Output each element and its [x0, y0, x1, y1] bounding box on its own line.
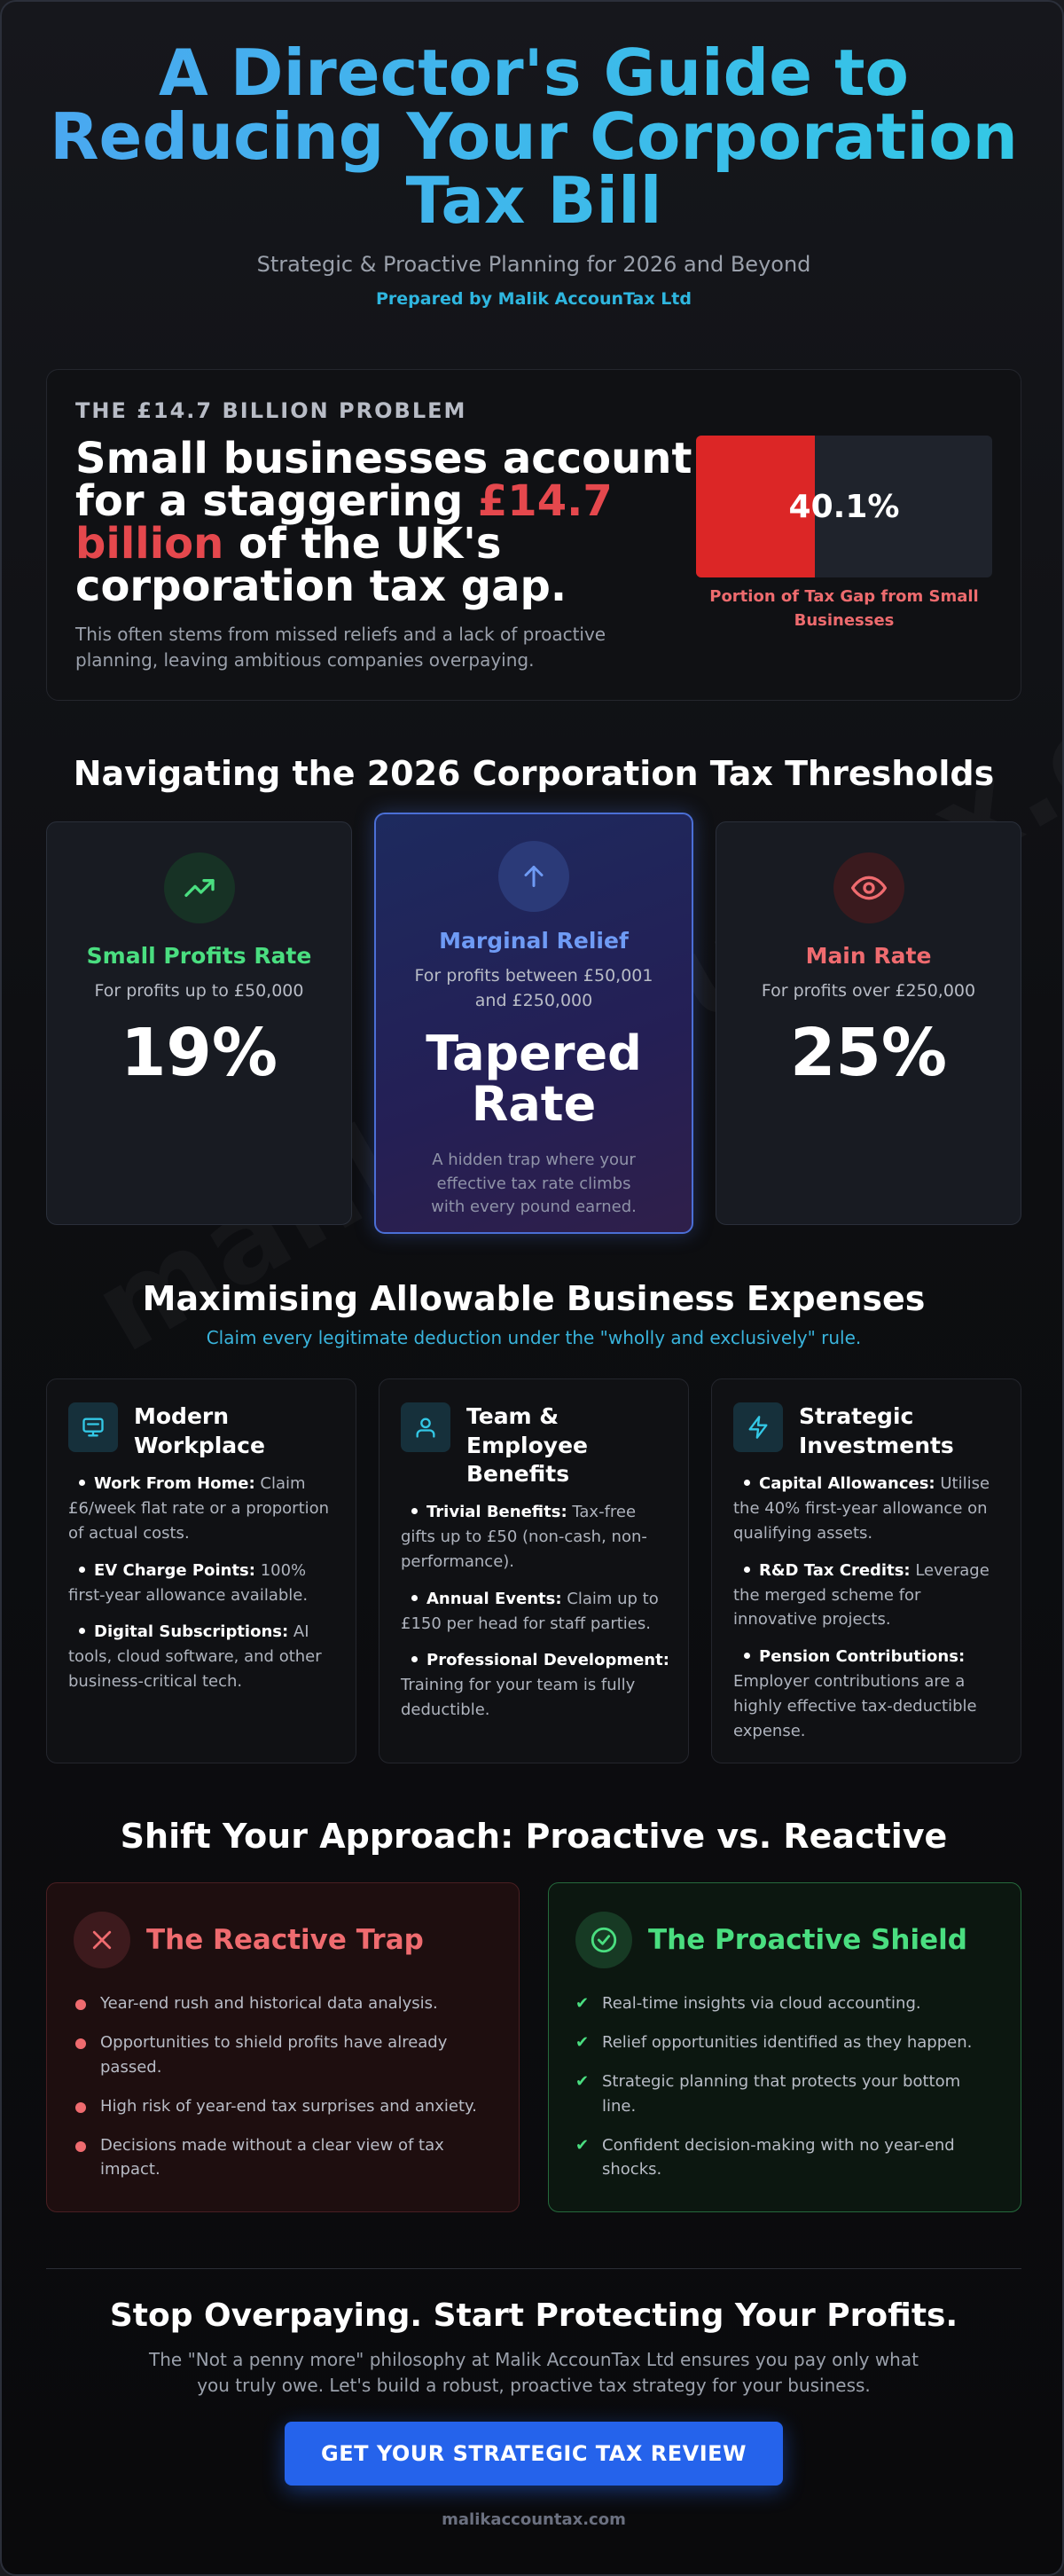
- rate-card-marginal-relief: [374, 813, 693, 1234]
- list-item: ✔ Relief opportunities identified as they happen.: [575, 2032, 973, 2052]
- list-item: Digital Subscriptions: AI tools, cloud software, and other business-critical tech.: [68, 1622, 322, 1692]
- reactive-trap-card: [46, 1882, 520, 2212]
- cta-description: The "Not a penny more" philosophy at Malik AccounTax Ltd ensures you pay only what you truly owe. Let's build a robust, proactive tax strategy for your business.: [149, 2349, 919, 2396]
- expense-card-title: Strategic Investments: [799, 1403, 954, 1458]
- proactive-list: [575, 1991, 992, 2196]
- list-item: Year-end rush and historical data analysis.: [74, 1991, 490, 2016]
- list-item: High risk of year-end tax surprises and anxiety.: [74, 2094, 490, 2119]
- headline-text-2: of the UK's corporation tax gap.: [75, 519, 567, 611]
- rate-value: Tapered Rate: [426, 1025, 642, 1132]
- rate-card-main-rate: [716, 821, 1021, 1225]
- approach-title: Shift Your Approach: Proactive vs. Reactive: [120, 1817, 948, 1856]
- reactive-list: [74, 1991, 490, 2196]
- tax-gap-progress-bar: [696, 436, 992, 577]
- list-item: Opportunities to shield profits have already passed.: [74, 2030, 490, 2080]
- x-circle-icon: [74, 1912, 130, 1968]
- tax-gap-card: [46, 369, 1021, 701]
- tax-gap-caption: Portion of Tax Gap from Small Businesses: [709, 587, 979, 630]
- expense-card-title: Modern Workplace: [134, 1403, 265, 1458]
- problem-headline: [75, 434, 696, 611]
- expense-card-title: Team & Employee Benefits: [466, 1403, 588, 1487]
- list-item: Trivial Benefits: Tax-free gifts up to £50 (non-cash, non-performance).: [401, 1503, 647, 1571]
- tax-review-button[interactable]: GET YOUR STRATEGIC TAX REVIEW: [285, 2422, 783, 2486]
- rate-value: 25%: [789, 1014, 948, 1091]
- expense-card-modern-workplace: [46, 1378, 356, 1763]
- rate-value: 19%: [120, 1014, 278, 1091]
- expenses-subtitle: Claim every legitimate deduction under the "wholly and exclusively" rule.: [206, 1327, 862, 1348]
- footer-website-link[interactable]: malikaccountax.com: [442, 2510, 626, 2529]
- rate-name: Small Profits Rate: [86, 943, 312, 969]
- list-item: Decisions made without a clear view of tax impact.: [74, 2133, 490, 2183]
- list-item: Work From Home: Claim £6/week flat rate or a proportion of actual costs.: [68, 1474, 330, 1543]
- thresholds-title: Navigating the 2026 Corporation Tax Thresholds: [73, 754, 995, 793]
- reactive-title: The Reactive Trap: [146, 1924, 424, 1956]
- lightning-icon: [733, 1402, 783, 1452]
- monitor-icon: [68, 1402, 118, 1452]
- expense-card-strategic-investments: [711, 1378, 1021, 1763]
- users-icon: [401, 1402, 450, 1452]
- headline-highlight: £14.7 billion: [75, 476, 613, 569]
- divider: [46, 2268, 1021, 2269]
- list-item: Professional Development: Training for your team is fully deductible.: [401, 1651, 669, 1720]
- headline-text-1: Small businesses account for a staggering: [75, 434, 692, 526]
- list-item: R&D Tax Credits: Leverage the merged scheme for innovative projects.: [733, 1560, 990, 1630]
- rate-note: A hidden trap where your effective tax rate climbs with every pound earned.: [431, 1151, 637, 1216]
- header: [2, 35, 1064, 309]
- tax-gap-percent: 40.1%: [788, 488, 900, 525]
- list-item: ✔ Confident decision-making with no year-end shocks.: [575, 2135, 955, 2179]
- arrow-up-icon: [498, 841, 569, 912]
- expense-card-team-benefits: [379, 1378, 689, 1763]
- expense-list: [733, 1472, 1005, 1756]
- check-circle-icon: [575, 1912, 632, 1968]
- list-item: Annual Events: Claim up to £150 per head for staff parties.: [401, 1589, 659, 1633]
- expense-list: [68, 1472, 340, 1707]
- rate-description: For profits up to £50,000: [94, 981, 304, 1001]
- expenses-title: Maximising Allowable Business Expenses: [142, 1279, 926, 1318]
- expense-list: [401, 1500, 672, 1735]
- trending-up-icon: [164, 852, 235, 923]
- list-item: ✔ Real-time insights via cloud accounting.: [575, 1994, 921, 2013]
- rate-description: For profits between £50,001 and £250,000: [414, 966, 653, 1010]
- proactive-shield-card: [548, 1882, 1021, 2212]
- problem-eyebrow: THE £14.7 BILLION PROBLEM: [75, 398, 467, 423]
- prepared-by: Prepared by Malik AccounTax Ltd: [375, 289, 692, 309]
- rate-card-small-profits: [46, 821, 352, 1225]
- rate-description: For profits over £250,000: [761, 981, 976, 1001]
- cta-title: Stop Overpaying. Start Protecting Your Profits.: [109, 2297, 958, 2334]
- page-title: A Director's Guide to Reducing Your Corporation Tax Bill: [46, 41, 1021, 232]
- list-item: EV Charge Points: 100% first-year allowance available.: [68, 1560, 309, 1605]
- list-item: ✔ Strategic planning that protects your bottom line.: [575, 2071, 961, 2116]
- list-item: Capital Allowances: Utilise the 40% first-year allowance on qualifying assets.: [733, 1474, 990, 1543]
- page-subtitle: Strategic & Proactive Planning for 2026 and Beyond: [256, 252, 811, 277]
- rate-name: Main Rate: [805, 943, 932, 969]
- rate-name: Marginal Relief: [439, 928, 629, 954]
- proactive-title: The Proactive Shield: [648, 1924, 967, 1956]
- list-item: Pension Contributions: Employer contributions are a highly effective tax-deductible expense.: [733, 1647, 977, 1741]
- eye-icon: [833, 852, 904, 923]
- problem-description: This often stems from missed reliefs and a lack of proactive planning, leaving ambitious companies overpaying.: [75, 624, 606, 671]
